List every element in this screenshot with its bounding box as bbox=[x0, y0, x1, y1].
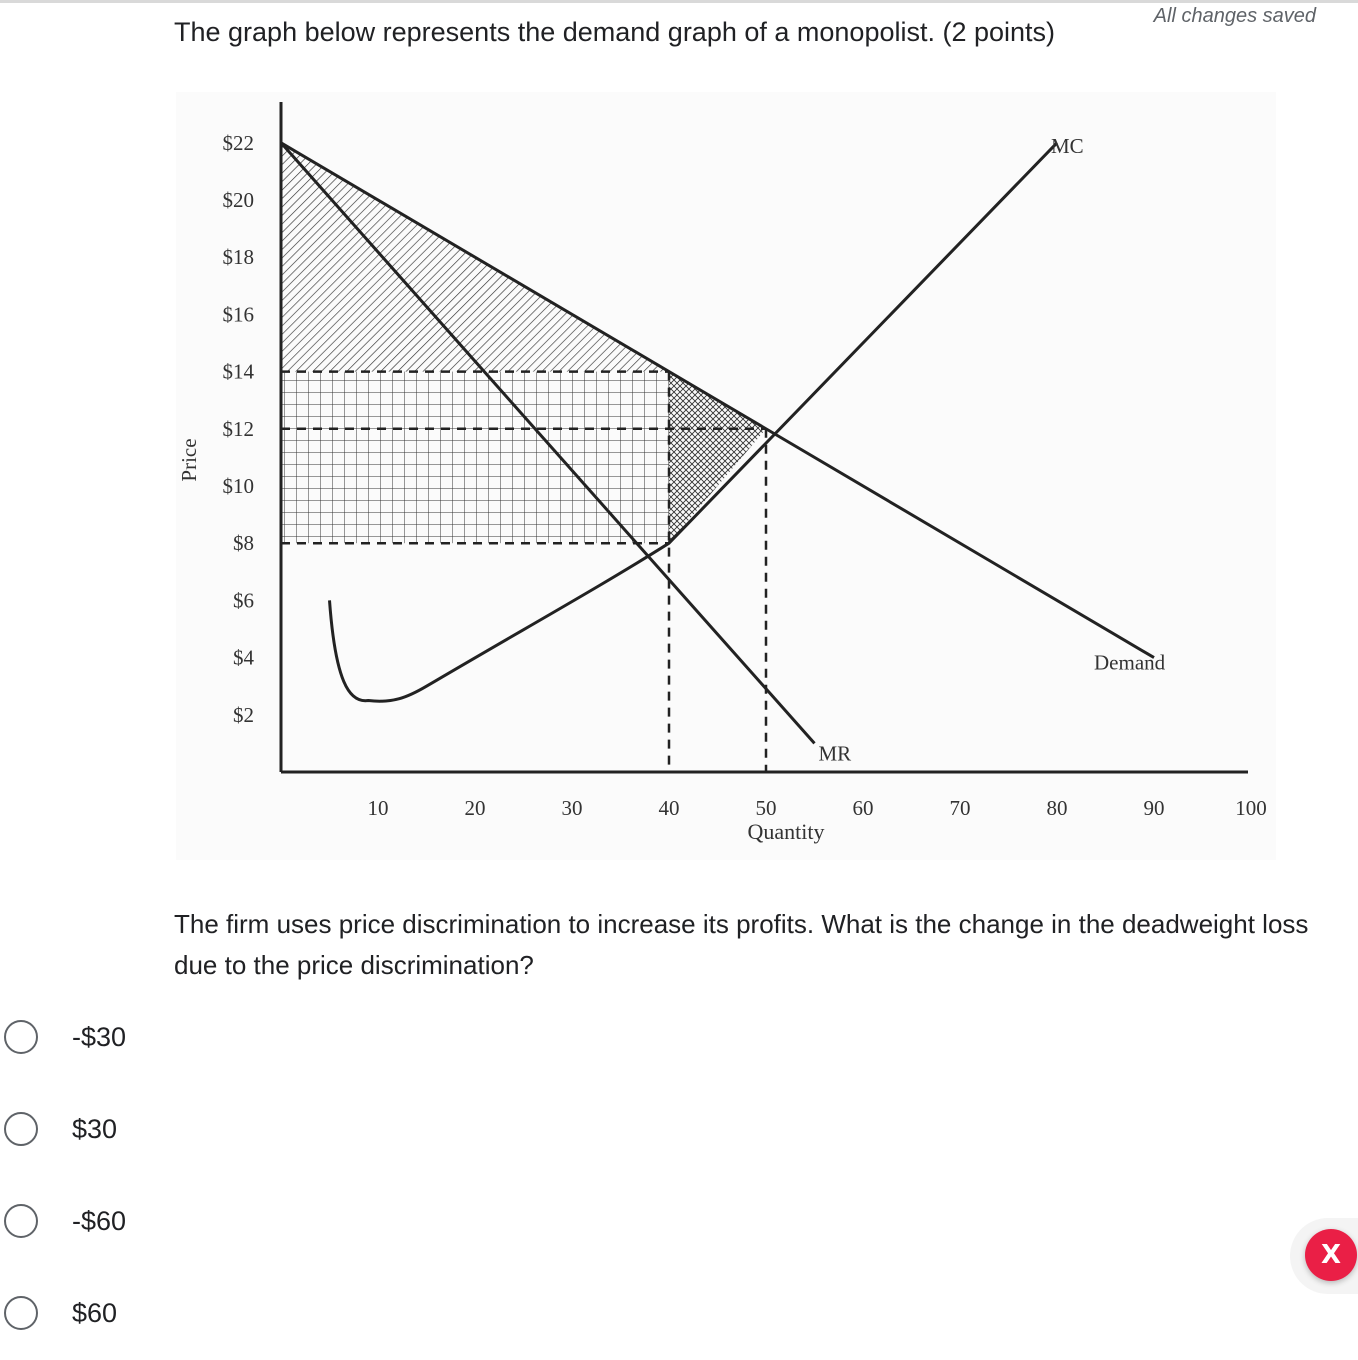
y-tick-label: $12 bbox=[222, 416, 254, 441]
option-neg-60[interactable] bbox=[4, 1201, 404, 1241]
demand-label: Demand bbox=[1094, 650, 1166, 675]
y-tick-label: $6 bbox=[233, 588, 254, 613]
y-tick-label: $10 bbox=[222, 474, 254, 498]
option-label: -$60 bbox=[72, 1205, 127, 1236]
y-axis-label: Price bbox=[177, 438, 201, 482]
top-bar bbox=[0, 0, 1358, 3]
option-neg-30[interactable] bbox=[4, 1017, 404, 1057]
x-tick-label: 50 bbox=[755, 796, 777, 820]
x-tick-label: 30 bbox=[561, 796, 583, 820]
x-tick-label: 40 bbox=[658, 796, 680, 820]
option-label: $60 bbox=[72, 1297, 118, 1328]
question-title: The graph below represents the demand graph of a monopolist. (2 points) bbox=[174, 17, 1056, 47]
radio-icon[interactable] bbox=[4, 1112, 38, 1146]
x-tick-label: 20 bbox=[464, 796, 486, 820]
question-image bbox=[176, 92, 1276, 860]
mr-label: MR bbox=[818, 741, 852, 766]
y-tick-label: $8 bbox=[233, 531, 254, 556]
x-tick-label: 80 bbox=[1046, 796, 1068, 820]
x-tick-label: 60 bbox=[852, 796, 874, 820]
radio-icon[interactable] bbox=[4, 1020, 38, 1054]
y-tick-label: $22 bbox=[222, 130, 254, 155]
y-tick-label: $16 bbox=[222, 302, 254, 327]
x-axis-label: Quantity bbox=[747, 819, 825, 844]
y-tick-label: $14 bbox=[222, 359, 254, 384]
radio-icon[interactable] bbox=[4, 1204, 38, 1238]
x-tick-label: 90 bbox=[1143, 796, 1165, 820]
extension-logo-icon[interactable] bbox=[1305, 1229, 1357, 1281]
save-status: All changes saved bbox=[1153, 5, 1316, 27]
monopoly-chart bbox=[176, 92, 1276, 860]
y-tick-label: $4 bbox=[233, 645, 254, 670]
x-tick-label: 100 bbox=[1235, 796, 1267, 820]
y-tick-label: $2 bbox=[233, 702, 254, 727]
option-60[interactable] bbox=[4, 1293, 404, 1333]
question-prompt: The firm uses price discrimination to increase its profits. What is the change in the deadweight loss due to the price discrimination? bbox=[174, 909, 1309, 980]
producer-surplus-region bbox=[281, 372, 669, 544]
x-tick-label: 70 bbox=[949, 796, 971, 820]
radio-icon[interactable] bbox=[4, 1296, 38, 1330]
option-30[interactable] bbox=[4, 1109, 404, 1149]
mc-label: MC bbox=[1051, 133, 1084, 158]
y-tick-label: $18 bbox=[222, 245, 254, 270]
extension-glyph: X bbox=[1320, 1240, 1342, 1270]
option-label: -$30 bbox=[72, 1021, 127, 1052]
y-tick-label: $20 bbox=[222, 188, 254, 212]
x-tick-label: 10 bbox=[367, 796, 389, 820]
option-label: $30 bbox=[72, 1113, 118, 1144]
